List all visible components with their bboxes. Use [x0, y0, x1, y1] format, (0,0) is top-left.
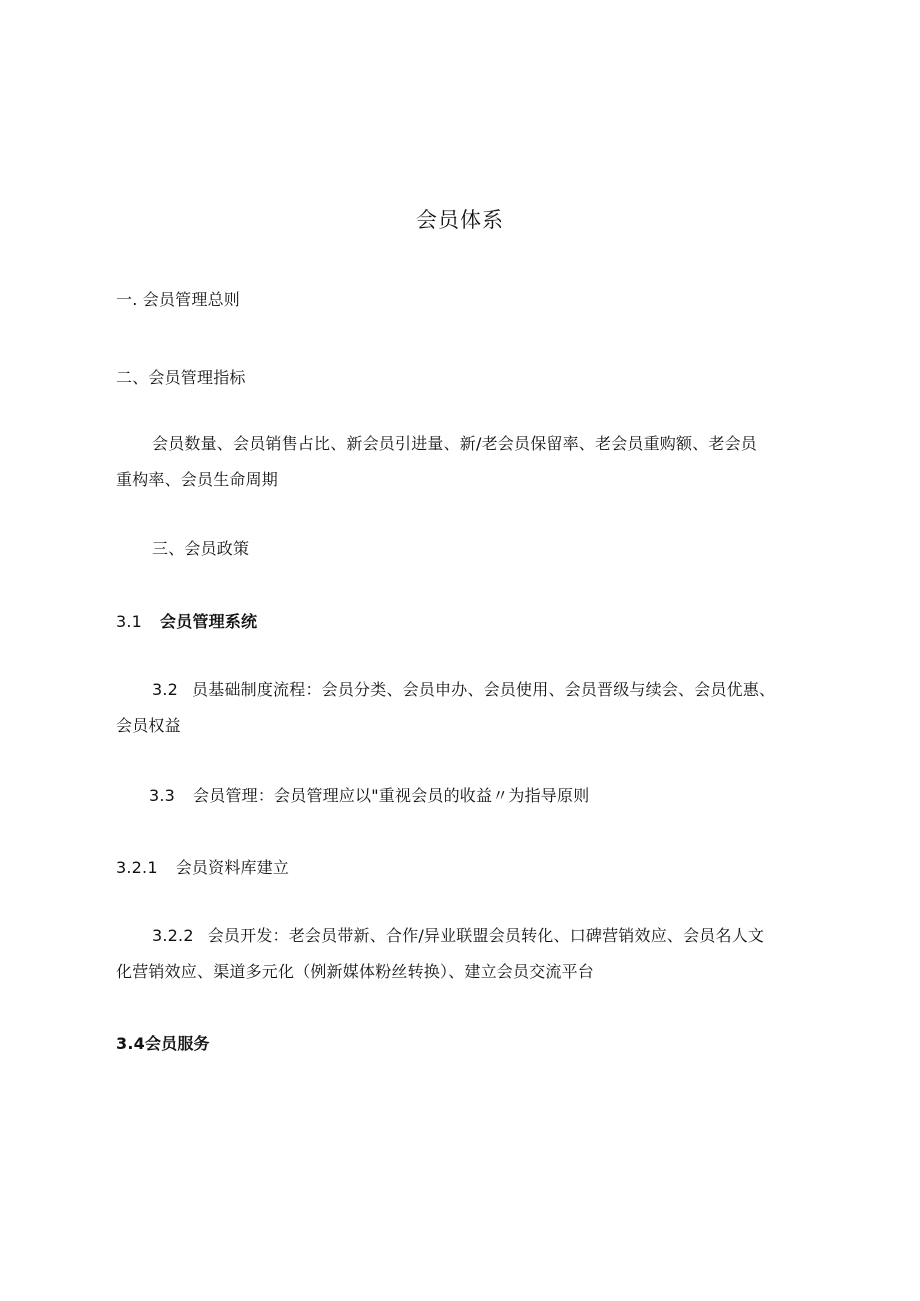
- subsection-3-3: [149, 786, 589, 806]
- subsection-text: 会员管理：会员管理应以"重视会员的收益〃为指导原则: [193, 786, 590, 805]
- subsection-3-1: [116, 612, 257, 632]
- subsection-number: 3.2: [152, 680, 179, 699]
- subsection-3-2-2-line-2: 化营销效应、渠道多元化（例新媒体粉丝转换）、建立会员交流平台: [116, 962, 595, 981]
- section-heading-3: 三、会员政策: [152, 539, 250, 558]
- subsection-number: 3.2.2: [152, 926, 194, 945]
- subsection-number: 3.1: [116, 612, 143, 631]
- subsection-3-2-2-line-1: [152, 926, 764, 946]
- subsection-3-4: 3.4会员服务: [116, 1034, 210, 1053]
- indicators-paragraph-line-2: 重构率、会员生命周期: [116, 470, 279, 489]
- subsection-3-2-1: [116, 858, 289, 878]
- subsection-text: 会员资料库建立: [175, 858, 290, 877]
- subsection-text: 会员开发：老会员带新、合作/异业联盟会员转化、口碑营销效应、会员名人文: [207, 926, 765, 945]
- subsection-title: 会员管理系统: [160, 612, 258, 631]
- section-heading-2: 二、会员管理指标: [116, 368, 246, 387]
- section-heading-1: 一. 会员管理总则: [116, 290, 240, 309]
- document-title: 会员体系: [416, 208, 504, 232]
- indicators-paragraph-line-1: 会员数量、会员销售占比、新会员引进量、新/老会员保留率、老会员重购额、老会员: [152, 434, 757, 453]
- subsection-number: 3.2.1: [116, 858, 158, 877]
- subsection-3-2-line-1: [152, 680, 775, 700]
- subsection-3-2-line-2: 会员权益: [116, 716, 181, 735]
- subsection-text: 员基础制度流程：会员分类、会员申办、会员使用、会员晋级与续会、会员优惠、: [192, 680, 776, 699]
- subsection-number: 3.3: [149, 786, 176, 805]
